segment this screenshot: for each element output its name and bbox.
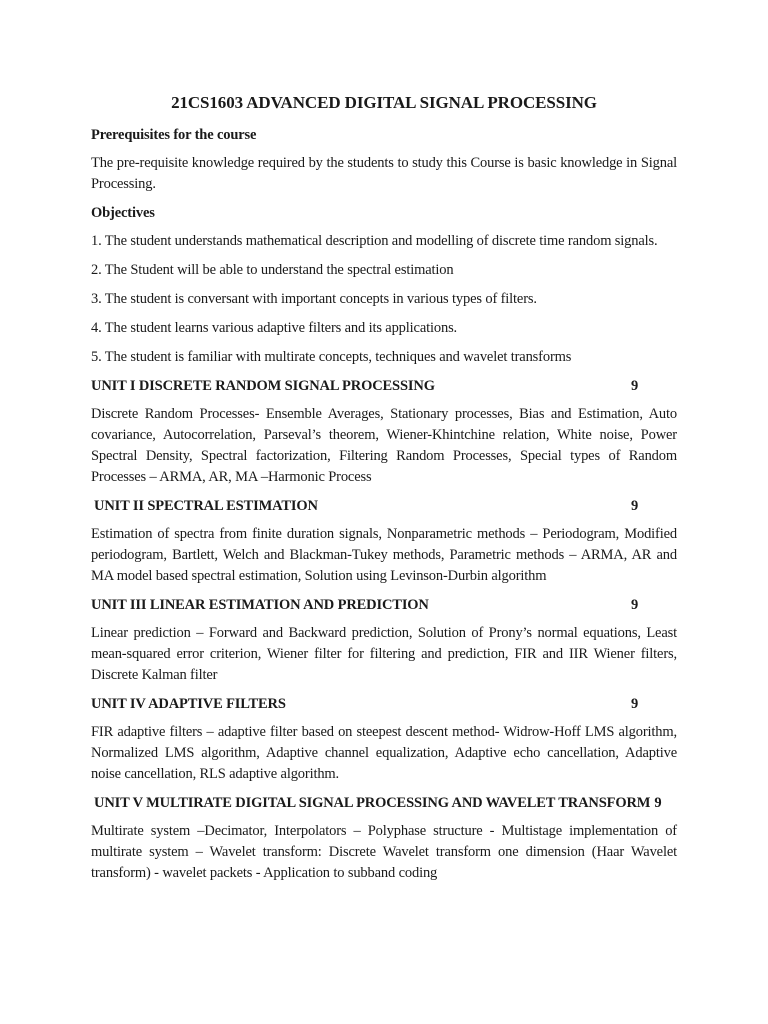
- unit-1-heading: [91, 376, 677, 396]
- objective-item: 4. The student learns various adaptive filters and its applications.: [91, 320, 458, 336]
- objective-item: 2. The Student will be able to understand the spectral estimation: [91, 262, 454, 278]
- unit-title: UNIT II SPECTRAL ESTIMATION: [94, 498, 318, 514]
- unit-3-heading: [91, 595, 677, 615]
- unit-4-heading: [91, 694, 677, 714]
- unit-title: UNIT IV ADAPTIVE FILTERS: [91, 696, 286, 712]
- course-title: 21CS1603 ADVANCED DIGITAL SIGNAL PROCESSING: [171, 93, 597, 112]
- objective-item: 1. The student understands mathematical description and modelling of discrete time random signals.: [91, 233, 658, 249]
- objective-item: 5. The student is familiar with multirate concepts, techniques and wavelet transforms: [91, 349, 572, 365]
- unit-hours: 9: [631, 597, 639, 613]
- unit-title: UNIT V MULTIRATE DIGITAL SIGNAL PROCESSING AND WAVELET TRANSFORM: [94, 795, 651, 811]
- objectives-heading: Objectives: [91, 205, 155, 221]
- syllabus-page: [91, 92, 677, 892]
- unit-4-content: FIR adaptive filters – adaptive filter based on steepest descent method- Widrow-Hoff LMS algorithm, Normalized LMS algorithm, Adaptive channel equalization, Adaptive echo cancellation, Adaptive noise cancellation, RLS adaptive algorithm.: [91, 724, 677, 782]
- unit-5-heading: [91, 793, 677, 813]
- prerequisites-heading: Prerequisites for the course: [91, 127, 257, 143]
- unit-hours: 9: [631, 498, 639, 514]
- unit-2-heading: [91, 496, 677, 516]
- unit-3-content: Linear prediction – Forward and Backward prediction, Solution of Prony’s normal equations, Least mean-squared error criterion, Wiener filter for filtering and prediction, FIR and IIR Wiener filters, Discrete Kalman filter: [91, 625, 677, 683]
- unit-hours: 9: [654, 795, 662, 811]
- prerequisites-text: The pre-requisite knowledge required by the students to study this Course is basic knowledge in Signal Processing.: [91, 155, 677, 192]
- unit-2-content: Estimation of spectra from finite duration signals, Nonparametric methods – Periodogram, Modified periodogram, Bartlett, Welch and Blackman-Tukey methods, Parametric methods – ARMA, AR and MA model based spectral estimation, Solution using Levinson-Durbin algorithm: [91, 526, 677, 584]
- unit-title: UNIT III LINEAR ESTIMATION AND PREDICTION: [91, 597, 429, 613]
- unit-1-content: Discrete Random Processes- Ensemble Averages, Stationary processes, Bias and Estimation, Auto covariance, Autocorrelation, Parseval’s theorem, Wiener-Khintchine relation, White noise, Power Spectral Density, Spectral factorization, Filtering Random Processes, Special types of Random Processes – ARMA, AR, MA –Harmonic Process: [91, 406, 677, 485]
- unit-hours: 9: [631, 696, 639, 712]
- unit-hours: 9: [631, 378, 639, 394]
- objective-item: 3. The student is conversant with important concepts in various types of filters.: [91, 291, 537, 307]
- unit-5-content: Multirate system –Decimator, Interpolators – Polyphase structure - Multistage implementation of multirate system – Wavelet transform: Discrete Wavelet transform one dimension (Haar Wavelet transform) - wavelet packets - Application to subband coding: [91, 823, 677, 881]
- unit-title: UNIT I DISCRETE RANDOM SIGNAL PROCESSING: [91, 378, 435, 394]
